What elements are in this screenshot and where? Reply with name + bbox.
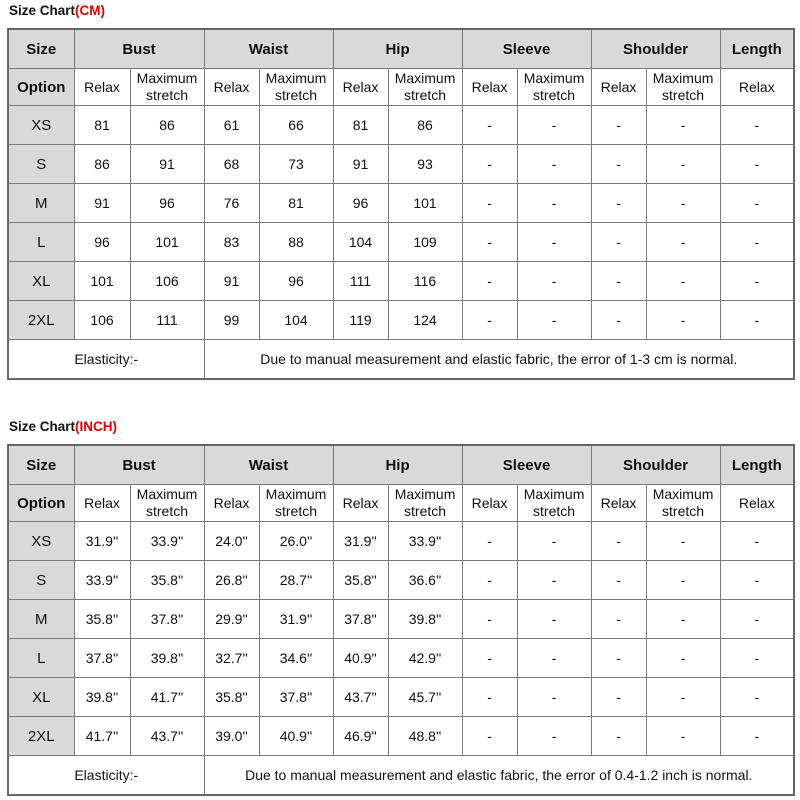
relax-header: Relax bbox=[591, 485, 646, 522]
table-cell: - bbox=[720, 301, 794, 340]
table-cell: 35.8'' bbox=[74, 600, 130, 639]
table-cell: 106 bbox=[130, 262, 204, 301]
max-stretch-header: Maximum stretch bbox=[259, 69, 333, 106]
table-cell: - bbox=[591, 717, 646, 756]
table-cell: 32.7'' bbox=[204, 639, 259, 678]
table-cell: - bbox=[646, 184, 720, 223]
size-header: Size bbox=[8, 445, 74, 485]
table-cell: - bbox=[720, 717, 794, 756]
column-group-length: Length bbox=[720, 29, 794, 69]
relax-header: Relax bbox=[333, 69, 388, 106]
table-cell: - bbox=[646, 717, 720, 756]
table-row bbox=[8, 678, 794, 717]
size-header: Size bbox=[8, 29, 74, 69]
table-cell: 37.8'' bbox=[333, 600, 388, 639]
elasticity-label: Elasticity:- bbox=[8, 340, 204, 380]
table-cell: - bbox=[517, 184, 591, 223]
table-cell: - bbox=[720, 262, 794, 301]
table-cell: - bbox=[646, 600, 720, 639]
table-cell: 37.8'' bbox=[259, 678, 333, 717]
table-cell: - bbox=[646, 262, 720, 301]
table-cell: - bbox=[517, 223, 591, 262]
column-group-waist: Waist bbox=[204, 29, 333, 69]
table-cell: 42.9'' bbox=[388, 639, 462, 678]
table-row bbox=[8, 301, 794, 340]
column-group-waist: Waist bbox=[204, 445, 333, 485]
table-cell: 45.7'' bbox=[388, 678, 462, 717]
table-cell: 104 bbox=[333, 223, 388, 262]
table-cell: - bbox=[517, 639, 591, 678]
table-cell: 28.7'' bbox=[259, 561, 333, 600]
table-cell: 26.0'' bbox=[259, 522, 333, 561]
table-cell: - bbox=[462, 639, 517, 678]
table-cell: 91 bbox=[204, 262, 259, 301]
table-cell: 33.9'' bbox=[388, 522, 462, 561]
table-cell: 35.8'' bbox=[204, 678, 259, 717]
size-table bbox=[7, 28, 795, 380]
table-cell: - bbox=[517, 600, 591, 639]
table-cell: - bbox=[646, 106, 720, 145]
table-cell: - bbox=[720, 223, 794, 262]
option-header: Option bbox=[8, 69, 74, 106]
table-cell: - bbox=[462, 600, 517, 639]
table-cell: - bbox=[517, 262, 591, 301]
relax-header: Relax bbox=[74, 485, 130, 522]
table-cell: 99 bbox=[204, 301, 259, 340]
size-name: S bbox=[8, 561, 74, 600]
table-cell: 81 bbox=[333, 106, 388, 145]
table-cell: 37.8'' bbox=[74, 639, 130, 678]
table-cell: 111 bbox=[130, 301, 204, 340]
table-cell: - bbox=[646, 678, 720, 717]
table-cell: - bbox=[517, 522, 591, 561]
table-cell: 91 bbox=[130, 145, 204, 184]
table-cell: - bbox=[462, 717, 517, 756]
table-cell: 96 bbox=[74, 223, 130, 262]
table-cell: - bbox=[517, 717, 591, 756]
size-name: L bbox=[8, 639, 74, 678]
table-cell: - bbox=[462, 106, 517, 145]
column-group-bust: Bust bbox=[74, 445, 204, 485]
table-cell: - bbox=[591, 262, 646, 301]
table-cell: 40.9'' bbox=[259, 717, 333, 756]
table-cell: 96 bbox=[333, 184, 388, 223]
max-stretch-header: Maximum stretch bbox=[517, 69, 591, 106]
option-header: Option bbox=[8, 485, 74, 522]
table-cell: - bbox=[517, 678, 591, 717]
table-cell: - bbox=[462, 561, 517, 600]
table-cell: 33.9'' bbox=[130, 522, 204, 561]
table-cell: 66 bbox=[259, 106, 333, 145]
table-cell: - bbox=[646, 301, 720, 340]
table-cell: 39.0'' bbox=[204, 717, 259, 756]
table-cell: 76 bbox=[204, 184, 259, 223]
relax-header: Relax bbox=[462, 69, 517, 106]
column-group-shoulder: Shoulder bbox=[591, 445, 720, 485]
table-cell: - bbox=[591, 106, 646, 145]
max-stretch-header: Maximum stretch bbox=[388, 69, 462, 106]
size-name: M bbox=[8, 184, 74, 223]
table-cell: - bbox=[591, 600, 646, 639]
table-cell: - bbox=[591, 184, 646, 223]
table-cell: - bbox=[462, 678, 517, 717]
table-cell: 116 bbox=[388, 262, 462, 301]
table-cell: 39.8'' bbox=[130, 639, 204, 678]
table-cell: 39.8'' bbox=[388, 600, 462, 639]
size-name: 2XL bbox=[8, 717, 74, 756]
table-cell: 96 bbox=[259, 262, 333, 301]
table-cell: 40.9'' bbox=[333, 639, 388, 678]
max-stretch-header: Maximum stretch bbox=[646, 69, 720, 106]
table-cell: 101 bbox=[388, 184, 462, 223]
max-stretch-header: Maximum stretch bbox=[646, 485, 720, 522]
table-cell: 91 bbox=[74, 184, 130, 223]
table-cell: - bbox=[646, 145, 720, 184]
table-cell: 93 bbox=[388, 145, 462, 184]
measurement-note: Due to manual measurement and elastic fabric, the error of 1-3 cm is normal. bbox=[204, 340, 794, 380]
table-cell: 111 bbox=[333, 262, 388, 301]
table-cell: 41.7'' bbox=[74, 717, 130, 756]
size-name: 2XL bbox=[8, 301, 74, 340]
size-name: XS bbox=[8, 522, 74, 561]
table-cell: 34.6'' bbox=[259, 639, 333, 678]
table-cell: - bbox=[591, 522, 646, 561]
relax-header: Relax bbox=[720, 485, 794, 522]
table-cell: 119 bbox=[333, 301, 388, 340]
subheader-row bbox=[8, 69, 794, 106]
column-group-hip: Hip bbox=[333, 445, 462, 485]
size-chart-inch bbox=[0, 416, 800, 783]
table-cell: 35.8'' bbox=[333, 561, 388, 600]
table-cell: 101 bbox=[74, 262, 130, 301]
table-cell: 43.7'' bbox=[333, 678, 388, 717]
table-cell: 41.7'' bbox=[130, 678, 204, 717]
relax-header: Relax bbox=[720, 69, 794, 106]
table-cell: 61 bbox=[204, 106, 259, 145]
column-group-sleeve: Sleeve bbox=[462, 29, 591, 69]
max-stretch-header: Maximum stretch bbox=[517, 485, 591, 522]
elasticity-row bbox=[8, 340, 794, 380]
table-cell: 31.9'' bbox=[333, 522, 388, 561]
table-cell: - bbox=[720, 600, 794, 639]
table-row bbox=[8, 223, 794, 262]
table-cell: - bbox=[591, 561, 646, 600]
table-cell: 37.8'' bbox=[130, 600, 204, 639]
table-cell: - bbox=[462, 301, 517, 340]
table-cell: 106 bbox=[74, 301, 130, 340]
relax-header: Relax bbox=[462, 485, 517, 522]
table-cell: 96 bbox=[130, 184, 204, 223]
table-cell: - bbox=[720, 678, 794, 717]
table-cell: - bbox=[720, 522, 794, 561]
table-row bbox=[8, 522, 794, 561]
max-stretch-header: Maximum stretch bbox=[388, 485, 462, 522]
table-row bbox=[8, 717, 794, 756]
table-cell: 48.8'' bbox=[388, 717, 462, 756]
table-cell: - bbox=[646, 561, 720, 600]
table-cell: 31.9'' bbox=[74, 522, 130, 561]
size-name: XS bbox=[8, 106, 74, 145]
elasticity-label: Elasticity:- bbox=[8, 756, 204, 796]
column-group-length: Length bbox=[720, 445, 794, 485]
table-cell: 86 bbox=[74, 145, 130, 184]
table-cell: - bbox=[517, 106, 591, 145]
table-cell: - bbox=[720, 184, 794, 223]
column-group-sleeve: Sleeve bbox=[462, 445, 591, 485]
relax-header: Relax bbox=[591, 69, 646, 106]
table-cell: 29.9'' bbox=[204, 600, 259, 639]
table-cell: 124 bbox=[388, 301, 462, 340]
table-row bbox=[8, 106, 794, 145]
chart-title: Size Chart(CM) bbox=[9, 3, 106, 18]
table-cell: - bbox=[591, 145, 646, 184]
column-group-shoulder: Shoulder bbox=[591, 29, 720, 69]
size-name: S bbox=[8, 145, 74, 184]
table-cell: - bbox=[591, 301, 646, 340]
chart-unit: (CM) bbox=[75, 3, 106, 18]
table-cell: 68 bbox=[204, 145, 259, 184]
table-cell: - bbox=[646, 223, 720, 262]
column-group-bust: Bust bbox=[74, 29, 204, 69]
table-cell: - bbox=[462, 184, 517, 223]
table-cell: - bbox=[646, 522, 720, 561]
size-name: L bbox=[8, 223, 74, 262]
table-cell: - bbox=[517, 561, 591, 600]
size-name: M bbox=[8, 600, 74, 639]
table-cell: - bbox=[591, 639, 646, 678]
table-cell: - bbox=[720, 106, 794, 145]
max-stretch-header: Maximum stretch bbox=[130, 69, 204, 106]
table-cell: - bbox=[591, 678, 646, 717]
table-cell: 46.9'' bbox=[333, 717, 388, 756]
table-cell: 39.8'' bbox=[74, 678, 130, 717]
table-cell: 83 bbox=[204, 223, 259, 262]
size-name: XL bbox=[8, 678, 74, 717]
table-cell: 88 bbox=[259, 223, 333, 262]
table-cell: - bbox=[646, 639, 720, 678]
table-row bbox=[8, 561, 794, 600]
table-cell: 86 bbox=[388, 106, 462, 145]
table-cell: 109 bbox=[388, 223, 462, 262]
max-stretch-header: Maximum stretch bbox=[130, 485, 204, 522]
table-cell: - bbox=[720, 639, 794, 678]
table-cell: 31.9'' bbox=[259, 600, 333, 639]
table-cell: - bbox=[720, 561, 794, 600]
size-chart-cm bbox=[0, 0, 800, 367]
relax-header: Relax bbox=[333, 485, 388, 522]
table-row bbox=[8, 184, 794, 223]
table-row bbox=[8, 639, 794, 678]
header-row bbox=[8, 445, 794, 485]
table-cell: 43.7'' bbox=[130, 717, 204, 756]
size-name: XL bbox=[8, 262, 74, 301]
elasticity-row bbox=[8, 756, 794, 796]
size-table bbox=[7, 444, 795, 796]
relax-header: Relax bbox=[204, 485, 259, 522]
table-cell: - bbox=[720, 145, 794, 184]
table-cell: 33.9'' bbox=[74, 561, 130, 600]
table-cell: - bbox=[462, 223, 517, 262]
relax-header: Relax bbox=[74, 69, 130, 106]
table-cell: - bbox=[591, 223, 646, 262]
table-row bbox=[8, 145, 794, 184]
subheader-row bbox=[8, 485, 794, 522]
chart-title: Size Chart(INCH) bbox=[9, 419, 118, 434]
table-cell: 104 bbox=[259, 301, 333, 340]
table-cell: 81 bbox=[74, 106, 130, 145]
table-cell: - bbox=[462, 145, 517, 184]
table-cell: 35.8'' bbox=[130, 561, 204, 600]
table-cell: 101 bbox=[130, 223, 204, 262]
table-cell: 26.8'' bbox=[204, 561, 259, 600]
table-cell: 86 bbox=[130, 106, 204, 145]
chart-unit: (INCH) bbox=[75, 419, 118, 434]
table-cell: 36.6'' bbox=[388, 561, 462, 600]
table-cell: 24.0'' bbox=[204, 522, 259, 561]
max-stretch-header: Maximum stretch bbox=[259, 485, 333, 522]
header-row bbox=[8, 29, 794, 69]
table-cell: 81 bbox=[259, 184, 333, 223]
measurement-note: Due to manual measurement and elastic fabric, the error of 0.4-1.2 inch is normal. bbox=[204, 756, 794, 796]
table-row bbox=[8, 262, 794, 301]
relax-header: Relax bbox=[204, 69, 259, 106]
column-group-hip: Hip bbox=[333, 29, 462, 69]
table-cell: 91 bbox=[333, 145, 388, 184]
table-cell: 73 bbox=[259, 145, 333, 184]
table-cell: - bbox=[462, 262, 517, 301]
table-cell: - bbox=[517, 145, 591, 184]
table-cell: - bbox=[517, 301, 591, 340]
table-cell: - bbox=[462, 522, 517, 561]
table-row bbox=[8, 600, 794, 639]
